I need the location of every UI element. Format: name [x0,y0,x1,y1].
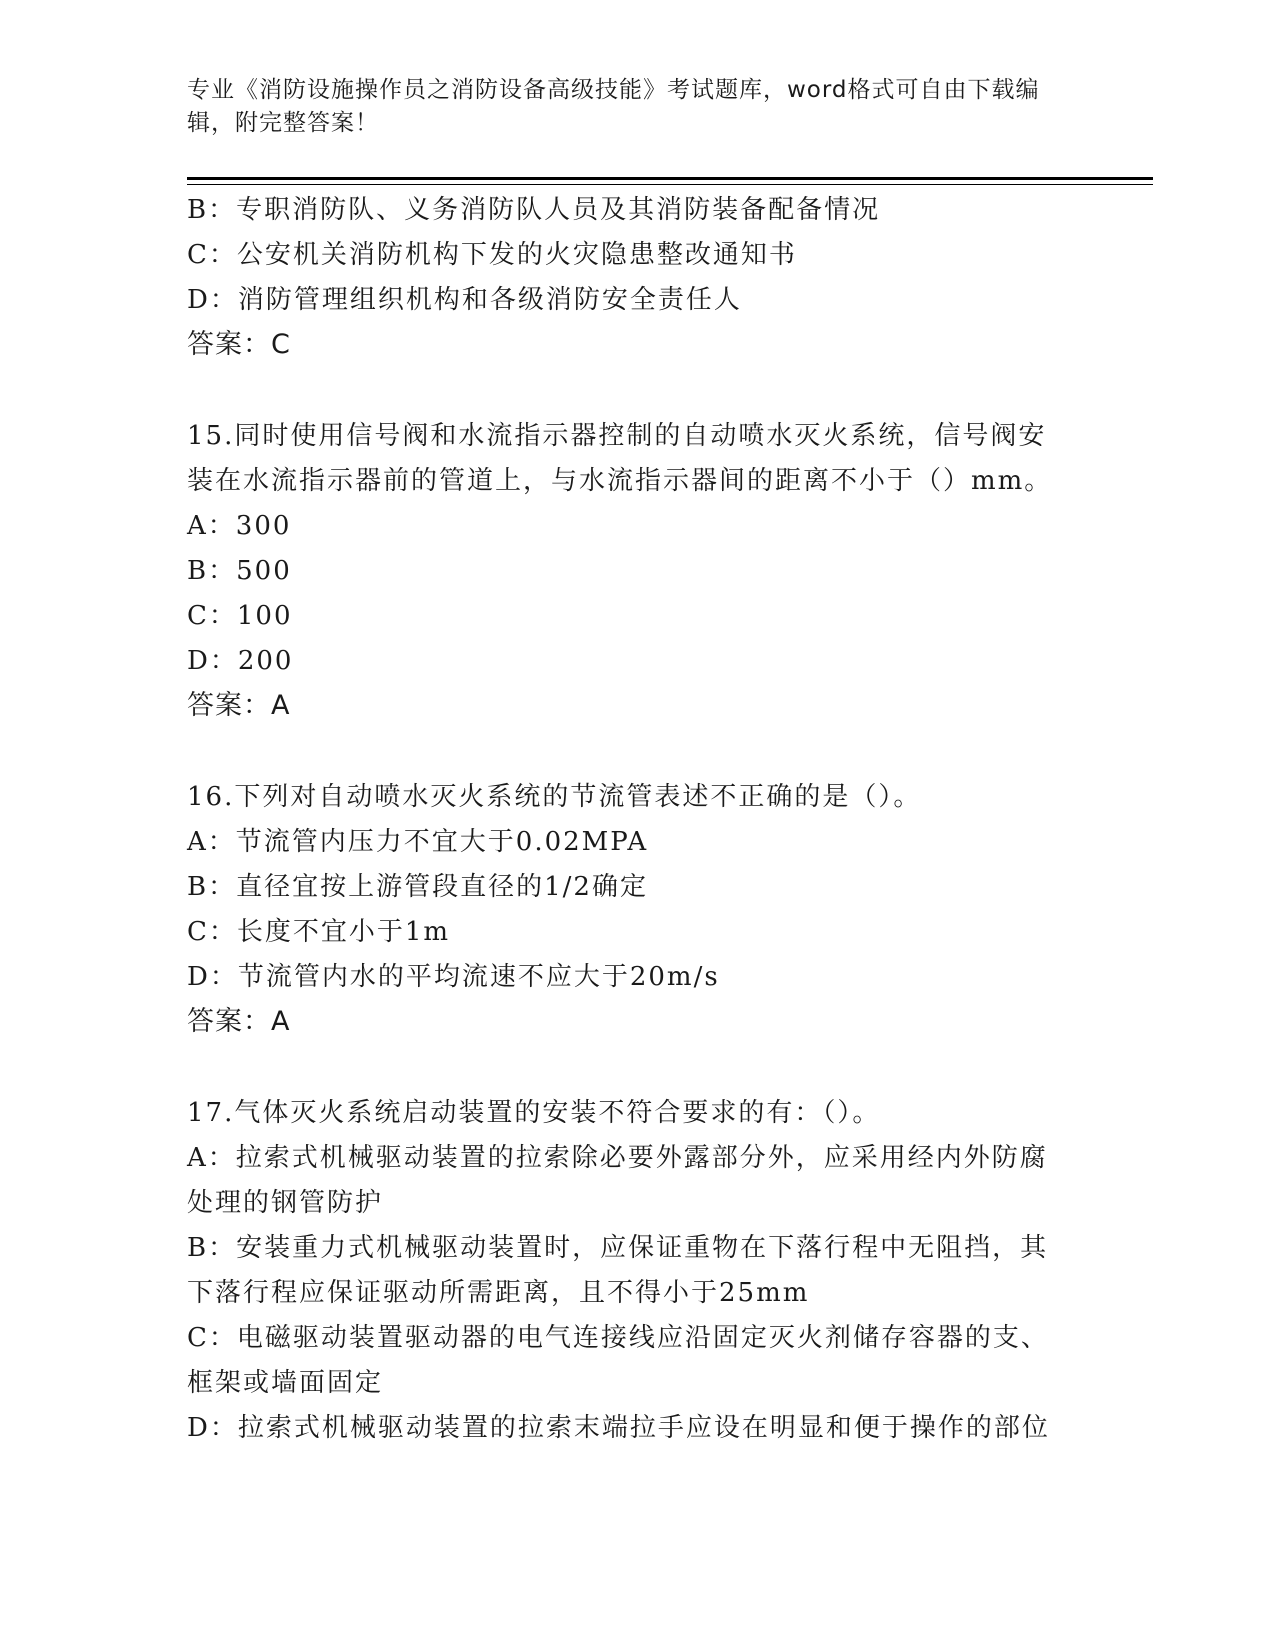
q16-stem: 16.下列对自动喷水灭火系统的节流管表述不正确的是（）。 [187,782,922,812]
header-line-2: 辑，附完整答案！ [187,110,379,136]
q17-option-c-line-2: 框架或墙面固定 [187,1368,384,1398]
q15-answer: 答案：A [187,690,291,721]
q16-option-a: A：节流管内压力不宜大于0.02MPA [187,827,649,857]
q14-option-d: D：消防管理组织机构和各级消防安全责任人 [187,285,742,315]
q14-answer: 答案：C [187,329,291,360]
q17-option-a-line-1: A：拉索式机械驱动装置的拉索除必要外露部分外，应采用经内外防腐 [187,1143,1048,1173]
q15-option-b: B：500 [187,556,292,586]
document-header [187,74,1067,140]
q17-option-a-line-2: 处理的钢管防护 [187,1188,384,1218]
q15-stem-line-2: 装在水流指示器前的管道上，与水流指示器间的距离不小于（）mm。 [187,466,1053,496]
q16-option-d: D：节流管内水的平均流速不应大于20m/s [187,962,720,992]
q14-option-b: B：专职消防队、义务消防队人员及其消防装备配备情况 [187,195,881,225]
q14-option-c: C：公安机关消防机构下发的火灾隐患整改通知书 [187,240,797,270]
q17-option-b-line-2: 下落行程应保证驱动所需距离，且不得小于25mm [187,1278,810,1308]
q17-stem: 17.气体灭火系统启动装置的安装不符合要求的有：（）。 [187,1098,881,1128]
header-line-1: 专业《消防设施操作员之消防设备高级技能》考试题库，word格式可自由下载编 [187,77,1040,103]
q15-option-d: D：200 [187,646,294,676]
q17-option-d: D：拉索式机械驱动装置的拉索末端拉手应设在明显和便于操作的部位 [187,1413,1050,1443]
q15-option-c: C：100 [187,601,293,631]
q17-option-b-line-1: B：安装重力式机械驱动装置时，应保证重物在下落行程中无阻挡，其 [187,1233,1049,1263]
q15-option-a: A：300 [187,511,292,541]
header-divider-thin [187,184,1153,185]
q17-option-c-line-1: C：电磁驱动装置驱动器的电气连接线应沿固定灭火剂储存容器的支、 [187,1323,1049,1353]
q16-option-b: B：直径宜按上游管段直径的1/2确定 [187,872,648,902]
q16-option-c: C：长度不宜小于1m [187,917,451,947]
header-divider-thick [187,177,1153,180]
q15-stem-line-1: 15.同时使用信号阀和水流指示器控制的自动喷水灭火系统，信号阀安 [187,421,1047,451]
q16-answer: 答案：A [187,1006,291,1037]
